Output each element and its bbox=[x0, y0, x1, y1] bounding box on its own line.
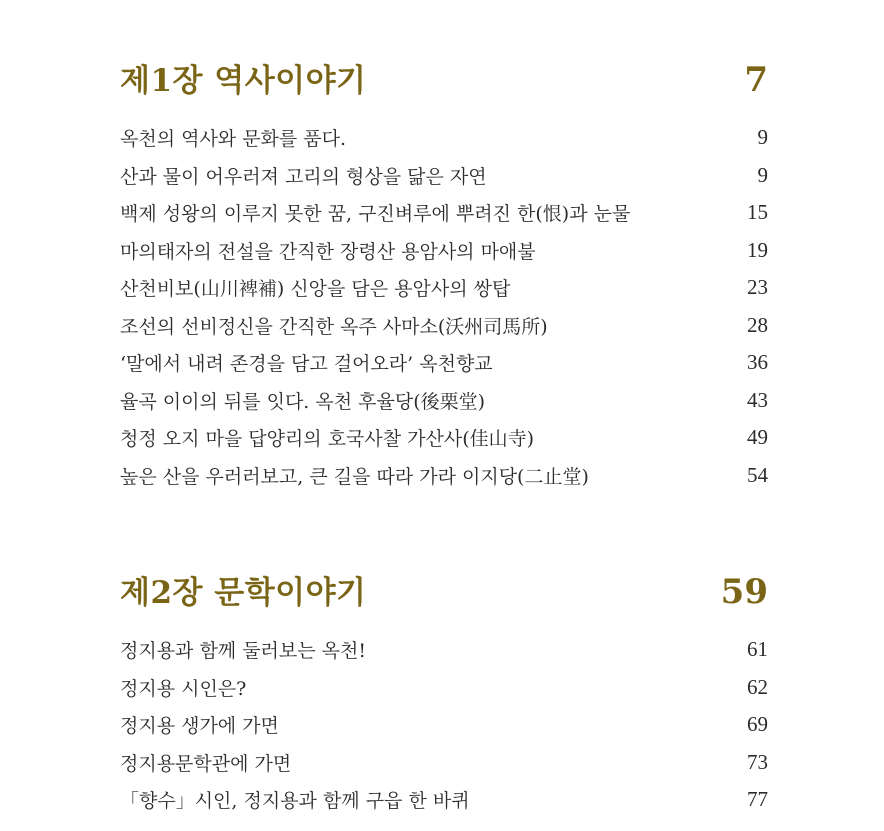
entry-title: 산천비보(山川裨補) 신앙을 담은 용암사의 쌍탑 bbox=[120, 278, 511, 301]
entry-title: 산과 물이 어우러져 고리의 형상을 닮은 자연 bbox=[120, 165, 487, 188]
entry-page-number: 9 bbox=[757, 162, 768, 187]
entry-title: 「향수」시인, 정지용과 함께 구읍 한 바퀴 bbox=[120, 790, 470, 813]
entry-title: 율곡 이이의 뒤를 잇다. 옥천 후율당(後栗堂) bbox=[120, 390, 486, 413]
entry-list bbox=[120, 631, 768, 819]
entry-page-number: 69 bbox=[747, 712, 768, 737]
entry-title: 청정 오지 마을 답양리의 호국사찰 가산사(佳山寺) bbox=[120, 428, 535, 451]
entry-title: 높은 산을 우러러보고, 큰 길을 따라 가라 이지당(二止堂) bbox=[120, 465, 589, 488]
entry-title: 정지용문학관에 가면 bbox=[120, 752, 292, 775]
entry-page-number: 77 bbox=[747, 787, 768, 812]
entry-page-number: 49 bbox=[747, 425, 768, 450]
chapter-header bbox=[120, 564, 768, 620]
toc-entry[interactable] bbox=[120, 157, 768, 195]
toc-entry[interactable] bbox=[120, 194, 768, 232]
toc-entry[interactable] bbox=[120, 232, 768, 270]
entry-list bbox=[120, 119, 768, 494]
entry-page-number: 36 bbox=[747, 350, 768, 375]
entry-title: 정지용 시인은? bbox=[120, 677, 247, 700]
entry-title: 정지용과 함께 둘러보는 옥천! bbox=[120, 640, 367, 663]
entry-page-number: 9 bbox=[757, 125, 768, 150]
entry-page-number: 23 bbox=[747, 275, 768, 300]
chapter-header bbox=[120, 52, 768, 108]
entry-page-number: 15 bbox=[747, 200, 768, 225]
entry-page-number: 61 bbox=[747, 637, 768, 662]
entry-title: 마의태자의 전설을 간직한 장령산 용암사의 마애불 bbox=[120, 240, 536, 263]
toc-entry[interactable] bbox=[120, 344, 768, 382]
toc-entry[interactable] bbox=[120, 781, 768, 819]
toc-entry[interactable] bbox=[120, 457, 768, 495]
toc-entry[interactable] bbox=[120, 382, 768, 420]
toc-entry[interactable] bbox=[120, 269, 768, 307]
entry-page-number: 54 bbox=[747, 462, 768, 487]
toc-entry[interactable] bbox=[120, 669, 768, 707]
entry-page-number: 28 bbox=[747, 312, 768, 337]
toc-entry[interactable] bbox=[120, 744, 768, 782]
toc-entry[interactable] bbox=[120, 631, 768, 669]
entry-page-number: 43 bbox=[747, 387, 768, 412]
toc-entry[interactable] bbox=[120, 119, 768, 157]
entry-title: 정지용 생가에 가면 bbox=[120, 715, 279, 738]
chapter-2 bbox=[120, 564, 768, 819]
toc-entry[interactable] bbox=[120, 419, 768, 457]
entry-page-number: 19 bbox=[747, 237, 768, 262]
entry-page-number: 73 bbox=[747, 749, 768, 774]
entry-title: 백제 성왕의 이루지 못한 꿈, 구진벼루에 뿌려진 한(恨)과 눈물 bbox=[120, 203, 631, 226]
toc-entry[interactable] bbox=[120, 706, 768, 744]
entry-page-number: 62 bbox=[747, 674, 768, 699]
entry-title: 조선의 선비정신을 간직한 옥주 사마소(沃州司馬所) bbox=[120, 315, 548, 338]
table-of-contents bbox=[120, 52, 768, 819]
chapter-title: 제1장 역사이야기 bbox=[120, 63, 367, 99]
entry-title: ‘말에서 내려 존경을 담고 걸어오라’ 옥천향교 bbox=[120, 353, 493, 376]
chapter-1 bbox=[120, 52, 768, 494]
chapter-page-number: 59 bbox=[720, 572, 768, 612]
entry-title: 옥천의 역사와 문화를 품다. bbox=[120, 128, 347, 151]
chapter-title: 제2장 문학이야기 bbox=[120, 575, 367, 611]
toc-entry[interactable] bbox=[120, 307, 768, 345]
chapter-page-number: 7 bbox=[744, 60, 768, 100]
